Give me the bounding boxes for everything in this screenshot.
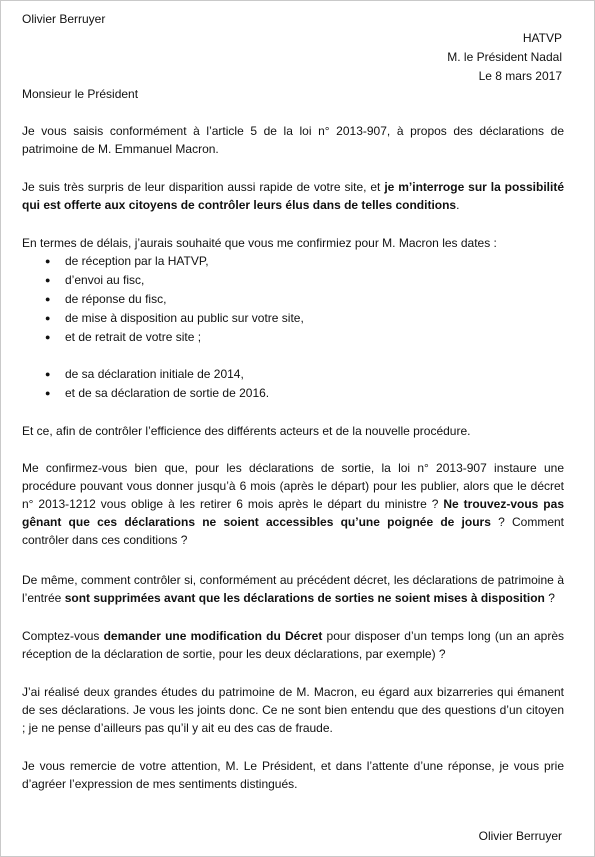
paragraph-bold: demander une modification du Décret (103, 629, 323, 643)
paragraph-text: Comptez-vous (22, 629, 104, 643)
recipient-org: HATVP (522, 31, 562, 45)
paragraph-studies: J’ai réalisé deux grandes études du patrimoine de M. Macron, eu égard aux bizarreries qui émanent de ses déclarations. Je vous les joints donc. Ce ne sont bien entendu que des questions d’un citoyen ; je ne pense d’ailleurs pas qu’il y ait eu des cas de fraude. (22, 685, 564, 735)
recipient-block (447, 29, 562, 86)
paragraph-deletion (22, 571, 564, 607)
paragraph-text: Me confirmez-vous bien que, pour les déclarations de sortie, la loi n° 2013-907 instaure une procédure pouvant vous donner jusqu’à 6 mois (après le départ) pour les publier, alors que le décret n° 2013-1212 vous oblige à les retirer 6 mois après le départ du ministre ? (22, 461, 564, 511)
paragraph-closing: Je vous remercie de votre attention, M. Le Président, et dans l’attente d’une réponse, je vous prie d’agréer l’expression de mes sentiments distingués. (22, 759, 564, 791)
paragraph-decree (22, 627, 564, 663)
list-item: ● et de retrait de votre site ; (45, 328, 545, 347)
list-item: ● de sa déclaration initiale de 2014, (45, 365, 545, 384)
sender-name: Olivier Berruyer (22, 12, 106, 26)
signature: Olivier Berruyer (478, 829, 562, 843)
list-item: ● et de sa déclaration de sortie de 2016. (45, 384, 545, 403)
paragraph-text: pour disposer d’un temps long (un an après réception de la déclaration de sortie, pour les deux déclarations, par exemple) ? (22, 629, 565, 661)
paragraph-bold: je m’interroge sur la possibilité qui est offerte aux citoyens de contrôler leurs élus dans de telles conditions (22, 180, 564, 212)
paragraph-text: . (456, 198, 460, 212)
paragraph-question-law (22, 459, 564, 549)
paragraph-text: ? (544, 591, 555, 605)
paragraph-bold: Ne trouvez-vous pas gênant que ces déclarations ne soient accessibles qu’une poignée de jours (22, 497, 564, 529)
list-item: ● de réception par la HATVP, (45, 252, 545, 271)
list-item: ● de réponse du fisc, (45, 290, 545, 309)
list-item: ● d’envoi au fisc, (45, 271, 545, 290)
paragraph-text: ? Comment contrôler dans ces conditions ? (22, 515, 564, 547)
letter-date: Le 8 mars 2017 (478, 69, 562, 83)
paragraph-intro: Je vous saisis conformément à l’article 5 de la loi n° 2013-907, à propos des déclarations de patrimoine de M. Emmanuel Macron. (22, 124, 564, 156)
paragraph-text: De même, comment contrôler si, conformément au précédent décret, les déclarations de patrimoine à l’entrée (22, 573, 564, 605)
paragraph-text: Je suis très surpris de leur disparition aussi rapide de votre site, et (22, 180, 385, 194)
paragraph-efficiency: Et ce, afin de contrôler l’efficience des différents acteurs et de la nouvelle procédure. (22, 424, 471, 438)
declarations-list (45, 365, 545, 403)
paragraph-bold: sont supprimées avant que les déclarations de sorties ne soient mises à disposition (64, 591, 545, 605)
list-item: ● de mise à disposition au public sur votre site, (45, 309, 545, 328)
salutation: Monsieur le Président (22, 87, 139, 101)
paragraph-surprise (22, 178, 564, 214)
recipient-person: M. le Président Nadal (447, 50, 562, 64)
paragraph-delays: En termes de délais, j’aurais souhaité que vous me confirmiez pour M. Macron les dates : (22, 236, 497, 250)
dates-list (45, 252, 545, 347)
